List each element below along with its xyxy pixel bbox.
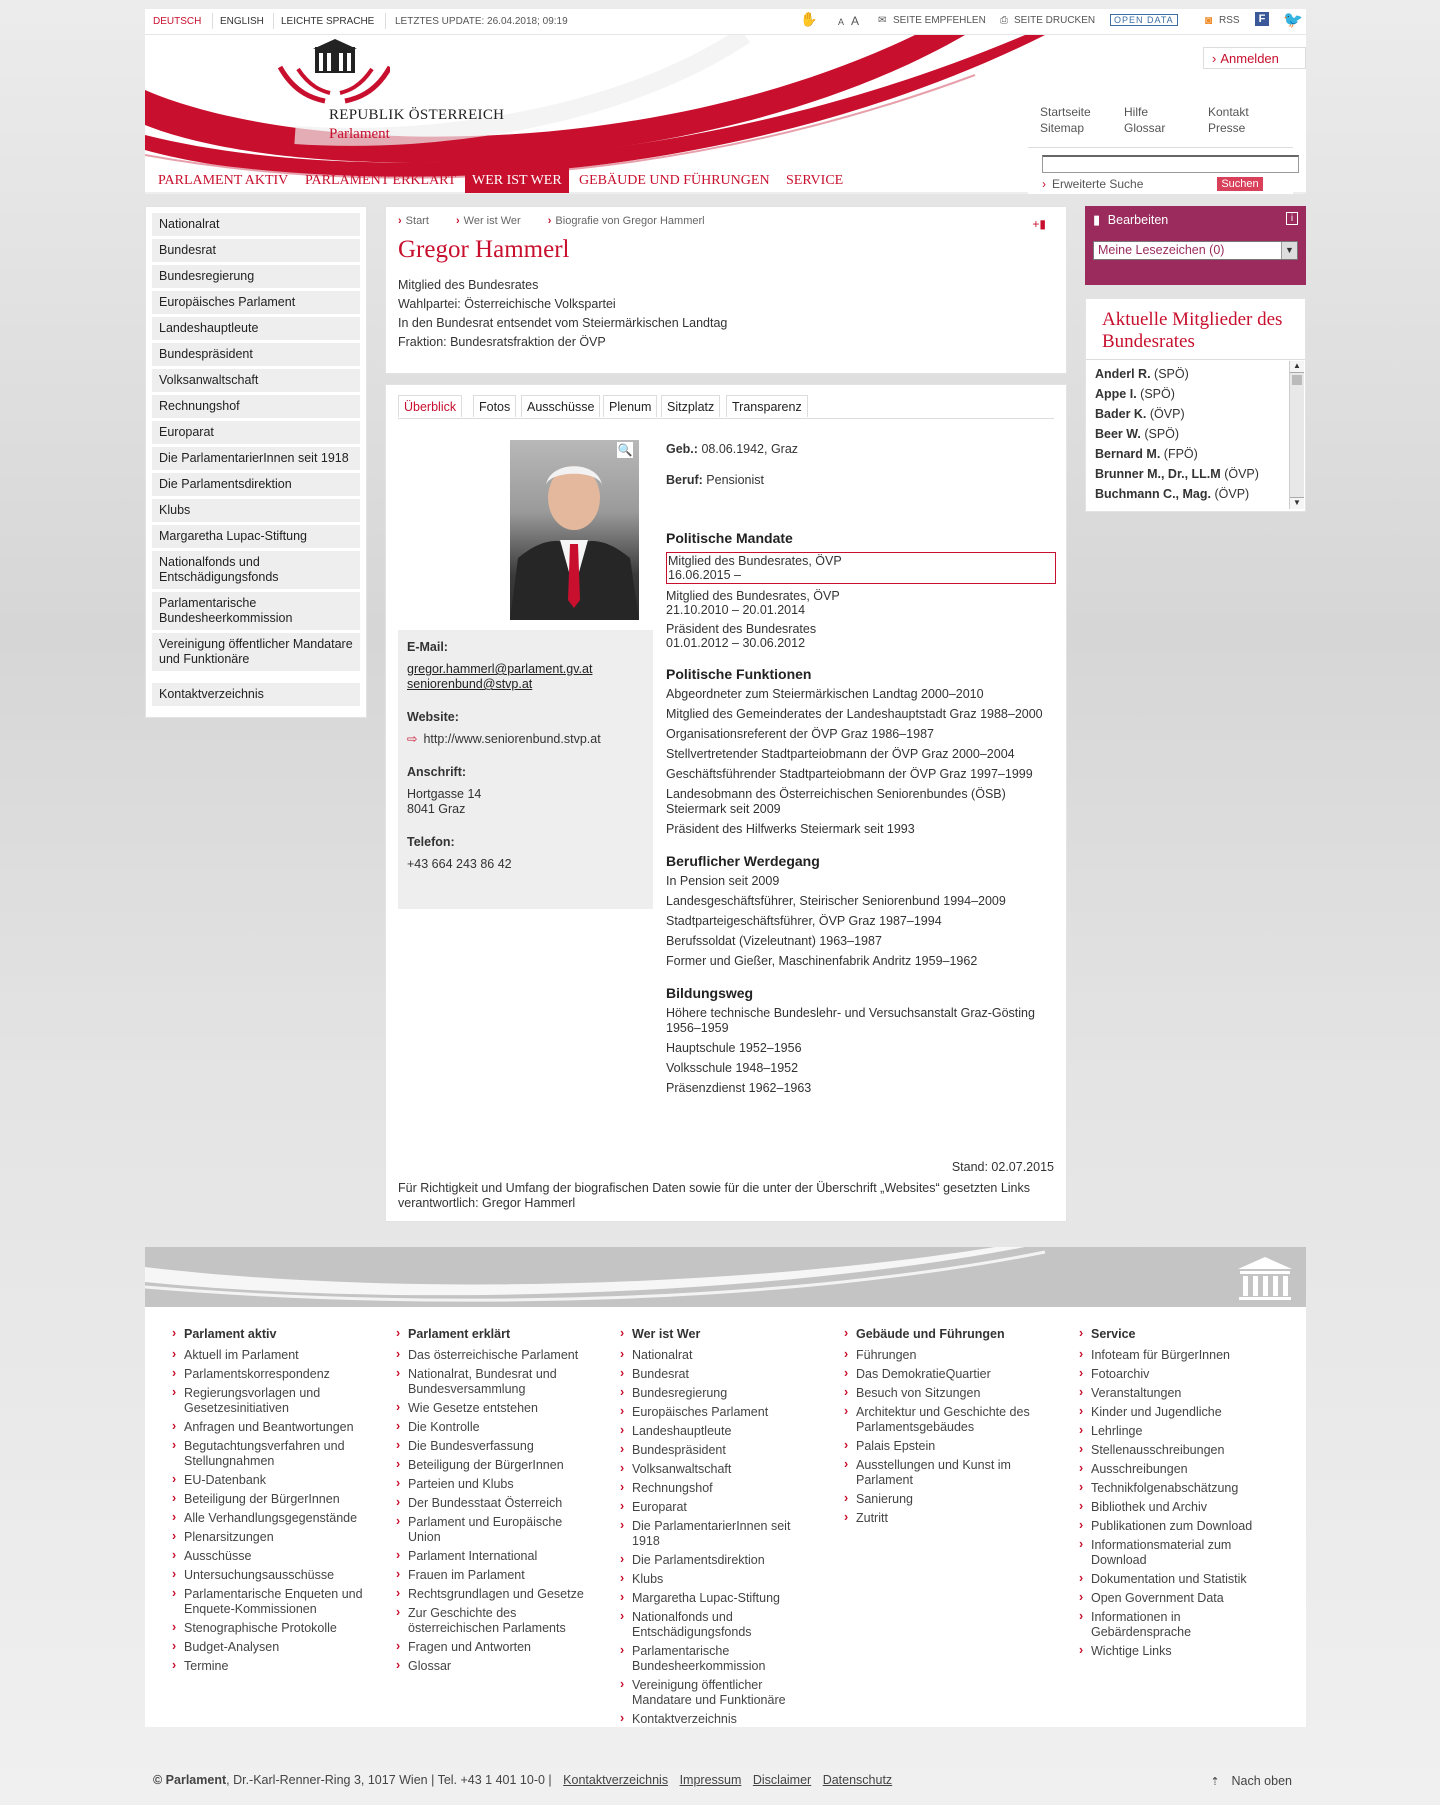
phone-label: Telefon: [407, 835, 455, 849]
email-link[interactable]: gregor.hammerl@parlament.gv.at [407, 662, 593, 676]
footer-column-service [1079, 1327, 1279, 1659]
edit-box [1085, 206, 1306, 285]
footer-link[interactable]: › Besuch von Sitzungen [844, 1386, 1044, 1401]
bookmarks-select[interactable] [1093, 241, 1298, 260]
footer-links [396, 1348, 596, 1674]
intro-line: Mitglied des Bundesrates [398, 278, 539, 292]
member-name: Beer W. [1095, 427, 1141, 441]
intro-line: Fraktion: Bundesratsfraktion der ÖVP [398, 335, 606, 349]
mandate-title: Präsident des Bundesrates [666, 622, 817, 636]
breadcrumb-item[interactable] [398, 215, 441, 227]
back-to-top-label: Nach oben [1231, 1774, 1292, 1788]
phone-value: +43 664 243 86 42 [407, 857, 512, 871]
responsibility-note: Für Richtigkeit und Umfang der biografischen Daten sowie für die unter der Überschrift „Websites“ gesetzten Links verantwortlich: Gregor Hammerl [398, 1181, 1031, 1210]
intro-line: In den Bundesrat entsendet vom Steiermärkischen Landtag [398, 316, 728, 330]
footer-column-parlament-erklaert [396, 1327, 596, 1674]
footer-link[interactable]: › Führungen [844, 1348, 1044, 1363]
footer-link[interactable]: › Plenarsitzungen [172, 1530, 372, 1545]
footer-heading[interactable]: › Gebäude und Führungen [844, 1327, 1044, 1341]
portrait-figure [510, 440, 639, 620]
footer-link[interactable]: › Das DemokratieQuartier [844, 1367, 1044, 1382]
nav-gebaeude-fuehrungen[interactable]: GEBÄUDE UND FÜHRUNGEN [579, 173, 770, 188]
members-panel [1085, 298, 1306, 512]
tab-fotos[interactable]: Fotos [473, 395, 516, 417]
mandates-heading: Politische Mandate [666, 530, 793, 546]
footer-link[interactable]: › Fotoarchiv [1079, 1367, 1279, 1382]
footer-link[interactable]: › Bundesregierung [620, 1386, 820, 1401]
function-item: Präsident des Hilfwerks Steiermark seit 1993 [666, 822, 915, 836]
footer-link[interactable]: › Das österreichische Parlament [396, 1348, 596, 1363]
email-link[interactable]: seniorenbund@stvp.at [407, 677, 533, 691]
footer-bottom-link[interactable]: Kontaktverzeichnis [563, 1773, 669, 1787]
biography-panel [385, 384, 1067, 1222]
footer-link[interactable]: › Parlament International [396, 1549, 596, 1564]
tab-plenum[interactable]: Plenum [603, 395, 657, 417]
print-link[interactable]: SEITE DRUCKEN [1014, 15, 1096, 26]
member-name: Anderl R. [1095, 367, 1151, 381]
address-line: Hortgasse 14 [407, 787, 482, 801]
chevron-down-icon[interactable]: ▼ [1281, 242, 1297, 259]
print-icon: ⎙ [1000, 15, 1008, 26]
page-title: Gregor Hammerl [398, 236, 570, 263]
lang-leichte-sprache[interactable]: LEICHTE SPRACHE [281, 16, 375, 27]
divider [385, 13, 386, 29]
footer-link[interactable]: › Informationsmaterial zum Download [1079, 1538, 1279, 1568]
site-footer [145, 1307, 1306, 1727]
back-to-top-button[interactable] [1210, 1774, 1292, 1788]
info-icon[interactable]: i [1286, 212, 1298, 225]
footer-link[interactable]: › Bundespräsident [620, 1443, 820, 1458]
footer-link[interactable]: › Budget-Analysen [172, 1640, 372, 1655]
link-hilfe[interactable]: Hilfe [1124, 105, 1149, 119]
career-item: Stadtparteigeschäftsführer, ÖVP Graz 1987–1994 [666, 914, 942, 928]
footer-link[interactable]: › Die Kontrolle [396, 1420, 596, 1435]
divider [212, 13, 213, 29]
chevron-right-icon: › [398, 215, 402, 227]
list-item[interactable] [1095, 467, 1277, 481]
parliament-logo-icon [270, 39, 390, 107]
last-updated: Stand: 02.07.2015 [951, 1160, 1054, 1174]
breadcrumb-label: Start [405, 215, 429, 227]
zoom-icon[interactable]: 🔍 [617, 443, 633, 457]
footer-link[interactable]: › Termine [172, 1659, 372, 1674]
education-item: Volksschule 1948–1952 [666, 1061, 799, 1075]
footer-link[interactable]: › EU-Datenbank [172, 1473, 372, 1488]
sidebar-item-bundesrat[interactable]: Bundesrat [152, 239, 360, 262]
portrait-photo[interactable] [510, 440, 639, 620]
chevron-right-icon: › [455, 215, 460, 227]
footer-link[interactable]: › Begutachtungsverfahren und Stellungnahmen [172, 1439, 372, 1469]
footer-link[interactable]: › Informationen in Gebärdensprache [1079, 1610, 1279, 1640]
function-item: Abgeordneter zum Steiermärkischen Landtag 2000–2010 [666, 687, 984, 701]
footer-link[interactable]: › Wie Gesetze entstehen [396, 1401, 596, 1416]
lang-deutsch[interactable]: DEUTSCH [153, 16, 202, 27]
login-label: Anmelden [1220, 51, 1279, 66]
search-panel [1028, 147, 1293, 194]
link-kontakt[interactable]: Kontakt [1208, 105, 1249, 119]
footer-link[interactable]: › Infoteam für BürgerInnen [1079, 1348, 1279, 1363]
sidebar-item-lupac-stiftung[interactable]: Margaretha Lupac-Stiftung [152, 525, 360, 548]
search-input[interactable] [1042, 155, 1299, 173]
breadcrumb-label: Wer ist Wer [463, 215, 521, 227]
logo-title[interactable]: REPUBLIK ÖSTERREICH [329, 107, 505, 123]
address-label: Anschrift: [407, 765, 467, 779]
member-party: (SPÖ) [1154, 367, 1189, 381]
members-title: Aktuelle Mitglieder des Bundesrates [1086, 299, 1305, 360]
footer-link[interactable]: › Architektur und Geschichte des Parlamentsgebäudes [844, 1405, 1044, 1435]
footer-link[interactable]: › Anfragen und Beantwortungen [172, 1420, 372, 1435]
function-item: Geschäftsführender Stadtparteiobmann der ÖVP Graz 1997–1999 [666, 767, 1033, 781]
footer-bottom-link[interactable]: Impressum [679, 1773, 742, 1787]
mandate-current [666, 552, 1056, 584]
job-value: Pensionist [706, 473, 764, 487]
website-link[interactable]: http://www.seniorenbund.stvp.at [423, 732, 601, 746]
education-item: Präsenzdienst 1962–1963 [666, 1081, 812, 1095]
list-item[interactable] [1095, 427, 1277, 441]
footer-link[interactable]: › Kinder und Jugendliche [1079, 1405, 1279, 1420]
function-item: Stellvertretender Stadtparteiobmann der ÖVP Graz 2000–2004 [666, 747, 1015, 761]
external-link-icon: ⇨ [407, 732, 418, 746]
footer-link[interactable]: › Stellenausschreibungen [1079, 1443, 1279, 1458]
last-update: LETZTES UPDATE: 26.04.2018; 09:19 [395, 16, 568, 27]
footer-column-wer-ist-wer [620, 1327, 820, 1727]
link-startseite[interactable]: Startseite [1040, 105, 1091, 119]
arrow-up-icon: ⇡ [1210, 1776, 1220, 1788]
footer-column-gebaeude [844, 1327, 1044, 1526]
breadcrumb-label: Biografie von Gregor Hammerl [555, 215, 705, 227]
footer-link[interactable]: › Open Government Data [1079, 1591, 1279, 1606]
footer-links [620, 1348, 820, 1727]
footer-links [844, 1348, 1044, 1526]
footer-link[interactable]: › Ausschüsse [172, 1549, 372, 1564]
copyright-bar [145, 1773, 1306, 1787]
list-item[interactable] [1095, 387, 1277, 401]
members-scrollbar[interactable] [1289, 361, 1304, 509]
toplinks-col3 [1208, 104, 1249, 136]
main-content [385, 206, 1067, 1222]
member-party: (SPÖ) [1140, 387, 1175, 401]
sidebar-item-europaeisches-parlament[interactable]: Europäisches Parlament [152, 291, 360, 314]
footer-link[interactable]: › Frauen im Parlament [396, 1568, 596, 1583]
birth-row [666, 442, 1056, 457]
lang-english[interactable]: ENGLISH [220, 16, 264, 27]
member-party: (ÖVP) [1149, 407, 1185, 421]
font-small-button[interactable]: A [838, 17, 845, 27]
email-list [407, 662, 644, 692]
footer-link[interactable]: › Ausschreibungen [1079, 1462, 1279, 1477]
footer-link[interactable]: › Lehrlinge [1079, 1424, 1279, 1439]
career-item: Former und Gießer, Maschinenfabrik Andritz 1959–1962 [666, 954, 978, 968]
bookmarks-select-value: Meine Lesezeichen (0) [1098, 243, 1225, 257]
footer-link[interactable]: › Bundesrat [620, 1367, 820, 1382]
footer-bottom-link[interactable]: Datenschutz [822, 1773, 893, 1787]
list-item[interactable] [1095, 447, 1277, 461]
footer-link[interactable]: › Nationalfonds und Entschädigungsfonds [620, 1610, 820, 1640]
footer-links [172, 1348, 372, 1674]
footer-link[interactable]: › Parlament und Europäische Union [396, 1515, 596, 1545]
footer-links [1079, 1348, 1279, 1659]
logo-subtitle[interactable]: Parlament [329, 126, 390, 142]
footer-link[interactable]: › Beteiligung der BürgerInnen [396, 1458, 596, 1473]
footer-column-parlament-aktiv [172, 1327, 372, 1674]
recommend-link[interactable]: SEITE EMPFEHLEN [893, 15, 986, 26]
footer-link[interactable]: › Volksanwaltschaft [620, 1462, 820, 1477]
footer-link[interactable]: › Europäisches Parlament [620, 1405, 820, 1420]
email-label: E-Mail: [407, 640, 448, 654]
footer-link[interactable]: › Sanierung [844, 1492, 1044, 1507]
education-heading: Bildungsweg [666, 985, 754, 1001]
footer-link[interactable]: › Vereinigung öffentlicher Mandatare und Funktionäre [620, 1678, 820, 1708]
footer-link[interactable]: › Alle Verhandlungsgegenstände [172, 1511, 372, 1526]
link-presse[interactable]: Presse [1208, 121, 1246, 135]
font-large-button[interactable]: A [851, 14, 860, 28]
footer-link[interactable]: › Ausstellungen und Kunst im Parlament [844, 1458, 1044, 1488]
mandate-period: 21.10.2010 – 20.01.2014 [666, 603, 806, 617]
footer-link[interactable]: › Dokumentation und Statistik [1079, 1572, 1279, 1587]
mandate-period: 01.01.2012 – 30.06.2012 [666, 636, 806, 650]
chevron-right-icon: › [547, 215, 552, 227]
member-name: Brunner M., Dr., LL.M [1095, 467, 1221, 481]
sidebar-navigation [145, 206, 367, 718]
link-sitemap[interactable]: Sitemap [1040, 121, 1085, 135]
sidebar-item-europarat[interactable]: Europarat [152, 421, 360, 444]
website-row [407, 732, 644, 747]
mandate-title: Mitglied des Bundesrates, ÖVP [668, 554, 842, 568]
address [407, 787, 644, 817]
job-label: Beruf: [666, 473, 703, 487]
footer-link[interactable]: › Glossar [396, 1659, 596, 1674]
education-item: Hauptschule 1952–1956 [666, 1041, 802, 1055]
sidebar-item-volksanwaltschaft[interactable]: Volksanwaltschaft [152, 369, 360, 392]
sidebar-item-vereinigung[interactable]: Vereinigung öffentlicher Mandatare und Funktionäre [152, 633, 360, 671]
footer-link[interactable]: › Rechnungshof [620, 1481, 820, 1496]
divider [273, 13, 274, 29]
main-navigation [145, 167, 1025, 194]
nav-service[interactable]: SERVICE [786, 173, 844, 188]
edit-title[interactable]: Bearbeiten [1107, 213, 1169, 227]
function-item: Organisationsreferent der ÖVP Graz 1986–1987 [666, 727, 934, 741]
advanced-search-link[interactable] [1042, 177, 1143, 191]
mandate-item [666, 589, 1056, 617]
footer-link[interactable]: › Aktuell im Parlament [172, 1348, 372, 1363]
footer-heading[interactable]: › Parlament aktiv [172, 1327, 372, 1341]
footer-link[interactable]: › Regierungsvorlagen und Gesetzesinitiativen [172, 1386, 372, 1416]
member-party: (SPÖ) [1144, 427, 1180, 441]
career-item: In Pension seit 2009 [666, 874, 780, 888]
footer-link[interactable]: › Stenographische Protokolle [172, 1621, 372, 1636]
footer-link[interactable]: › Zur Geschichte des österreichischen Parlaments [396, 1606, 596, 1636]
tab-transparenz[interactable]: Transparenz [726, 395, 808, 417]
sidebar-item-parlamentarierinnen[interactable]: Die ParlamentarierInnen seit 1918 [152, 447, 360, 470]
tab-bar [398, 395, 1054, 419]
footer-link[interactable]: › Parteien und Klubs [396, 1477, 596, 1492]
birth-label: Geb.: [666, 442, 698, 456]
mandate-period: 16.06.2015 – [668, 568, 741, 582]
chevron-right-icon: › [1212, 51, 1217, 66]
mandate-item [666, 622, 1056, 650]
scroll-down-icon[interactable]: ▼ [1290, 497, 1304, 509]
footer-link[interactable]: › Bibliothek und Archiv [1079, 1500, 1279, 1515]
chevron-right-icon: › [1042, 177, 1046, 191]
footer-link[interactable]: › Untersuchungsausschüsse [172, 1568, 372, 1583]
contact-box [398, 630, 653, 909]
member-name: Bernard M. [1095, 447, 1161, 461]
toplinks-col1 [1040, 104, 1091, 136]
footer-link[interactable]: › Publikationen zum Download [1079, 1519, 1279, 1534]
copyright-address: , Dr.-Karl-Renner-Ring 3, 1017 Wien | Tel. +43 1 401 10-0 | [226, 1773, 552, 1787]
mandate-title: Mitglied des Bundesrates, ÖVP [666, 589, 840, 603]
sidebar-item-kontaktverzeichnis[interactable]: Kontaktverzeichnis [152, 683, 360, 706]
address-line: 8041 Graz [407, 802, 466, 816]
footer-link[interactable]: › Kontaktverzeichnis [620, 1712, 820, 1727]
function-item: Landesobmann des Österreichischen Seniorenbundes (ÖSB) Steiermark seit 2009 [666, 787, 1006, 816]
footer-swoosh-graphic [145, 1247, 1306, 1307]
footer-band [145, 1247, 1306, 1307]
breadcrumb [398, 215, 1054, 227]
footer-link[interactable]: › Nationalrat [620, 1348, 820, 1363]
nav-parlament-aktiv[interactable]: PARLAMENT AKTIV [158, 173, 289, 188]
mail-icon: ✉ [878, 15, 887, 26]
scroll-up-icon[interactable]: ▲ [1290, 361, 1304, 373]
career-item: Landesgeschäftsführer, Steirischer Seniorenbund 1994–2009 [666, 894, 1006, 908]
footer-link[interactable]: › Parlamentarische Enqueten und Enquete-Kommissionen [172, 1587, 372, 1617]
footer-link[interactable]: › Klubs [620, 1572, 820, 1587]
footer-link[interactable]: › Palais Epstein [844, 1439, 1044, 1454]
footer-link[interactable]: › Die Parlamentsdirektion [620, 1553, 820, 1568]
footer-link[interactable]: › Der Bundesstaat Österreich [396, 1496, 596, 1511]
sidebar-item-landeshauptleute[interactable]: Landeshauptleute [152, 317, 360, 340]
footer-link[interactable]: › Zutritt [844, 1511, 1044, 1526]
advanced-search-label: Erweiterte Suche [1052, 177, 1144, 191]
twitter-icon[interactable]: 🐦 [1283, 12, 1303, 29]
list-item[interactable] [1095, 407, 1277, 421]
member-name: Buchmann C., Mag. [1095, 487, 1211, 501]
open-data-badge[interactable]: OPEN DATA [1110, 14, 1178, 26]
footer-link[interactable]: › Die Bundesverfassung [396, 1439, 596, 1454]
biography-details [666, 437, 1056, 1096]
footer-link[interactable]: › Parlamentskorrespondenz [172, 1367, 372, 1382]
job-row [666, 473, 1056, 488]
footer-link[interactable]: › Technikfolgenabschätzung [1079, 1481, 1279, 1496]
footer-link[interactable]: › Parlamentarische Bundesheerkommission [620, 1644, 820, 1674]
toplinks-col2 [1124, 104, 1165, 136]
intro-line: Wahlpartei: Österreichische Volkspartei [398, 297, 616, 311]
footer-link[interactable]: › Margaretha Lupac-Stiftung [620, 1591, 820, 1606]
bookmark-icon: ▮ [1093, 212, 1101, 227]
footer-link[interactable]: › Europarat [620, 1500, 820, 1515]
footer-heading[interactable]: › Wer ist Wer [620, 1327, 820, 1341]
link-glossar[interactable]: Glossar [1124, 121, 1166, 135]
website-label: Website: [407, 710, 459, 724]
functions-heading: Politische Funktionen [666, 666, 812, 682]
footer-link[interactable]: › Wichtige Links [1079, 1644, 1279, 1659]
sidebar-item-bundesregierung[interactable]: Bundesregierung [152, 265, 360, 288]
education-item: Höhere technische Bundeslehr- und Versuchsanstalt Graz-Gösting 1956–1959 [666, 1006, 1035, 1035]
add-bookmark-icon[interactable]: +▮ [1032, 217, 1046, 231]
list-item[interactable] [1095, 487, 1277, 501]
member-party: (FPÖ) [1163, 447, 1198, 461]
birth-value: 08.06.1942, Graz [701, 442, 799, 456]
footer-heading[interactable]: › Parlament erklärt [396, 1327, 596, 1341]
utility-bar [145, 9, 1306, 35]
members-list [1086, 361, 1286, 511]
sign-language-icon[interactable]: ✋ [800, 11, 818, 27]
site-header [145, 35, 1306, 194]
footer-link[interactable]: › Landeshauptleute [620, 1424, 820, 1439]
tab-sitzplatz[interactable]: Sitzplatz [661, 395, 720, 417]
member-party: (ÖVP) [1224, 467, 1259, 481]
footer-link[interactable]: › Rechtsgrundlagen und Gesetze [396, 1587, 596, 1602]
sidebar-item-parlamentsdirektion[interactable]: Die Parlamentsdirektion [152, 473, 360, 496]
career-heading: Beruflicher Werdegang [666, 853, 820, 869]
nav-wer-ist-wer[interactable]: WER IST WER [465, 167, 569, 193]
career-item: Berufssoldat (Vizeleutnant) 1963–1987 [666, 934, 882, 948]
function-item: Mitglied des Gemeinderates der Landeshauptstadt Graz 1988–2000 [666, 707, 1043, 721]
footer-link[interactable]: › Nationalrat, Bundesrat und Bundesversammlung [396, 1367, 596, 1397]
footer-link[interactable]: › Beteiligung der BürgerInnen [172, 1492, 372, 1507]
footer-link[interactable]: › Die ParlamentarierInnen seit 1918 [620, 1519, 820, 1549]
nav-parlament-erklaert[interactable]: PARLAMENT ERKLÄRT [305, 173, 457, 188]
person-intro [385, 206, 1067, 374]
sidebar-item-bundespraesident[interactable]: Bundespräsident [152, 343, 360, 366]
tab-ausschuesse[interactable]: Ausschüsse [521, 395, 600, 417]
footer-bottom-link[interactable]: Disclaimer [752, 1773, 812, 1787]
breadcrumb-item [548, 215, 717, 227]
login-button[interactable] [1203, 47, 1306, 69]
sidebar-item-nationalfonds[interactable]: Nationalfonds und Entschädigungsfonds [152, 551, 360, 589]
member-party: (ÖVP) [1214, 487, 1250, 501]
sidebar-item-klubs[interactable]: Klubs [152, 499, 360, 522]
footer-heading[interactable]: › Service [1079, 1327, 1279, 1341]
list-item[interactable] [1095, 367, 1277, 381]
scroll-thumb[interactable] [1292, 375, 1302, 385]
rss-link[interactable]: RSS [1219, 15, 1240, 26]
rss-icon: ◙ [1205, 13, 1213, 27]
sidebar-item-nationalrat[interactable]: Nationalrat [152, 213, 360, 236]
footer-link[interactable]: › Veranstaltungen [1079, 1386, 1279, 1401]
search-button[interactable]: Suchen [1217, 177, 1263, 191]
footer-parliament-icon [1236, 1255, 1294, 1301]
copyright-brand: © Parlament [153, 1773, 227, 1787]
footer-link[interactable]: › Fragen und Antworten [396, 1640, 596, 1655]
member-name: Appe I. [1095, 387, 1137, 401]
intro-lines [398, 278, 1054, 350]
breadcrumb-item[interactable] [456, 215, 533, 227]
facebook-icon[interactable]: F [1255, 12, 1269, 26]
sidebar-item-bundesheerkommission[interactable]: Parlamentarische Bundesheerkommission [152, 592, 360, 630]
sidebar-item-rechnungshof[interactable]: Rechnungshof [152, 395, 360, 418]
member-name: Bader K. [1095, 407, 1147, 421]
tab-ueberblick[interactable]: Überblick [398, 395, 462, 417]
